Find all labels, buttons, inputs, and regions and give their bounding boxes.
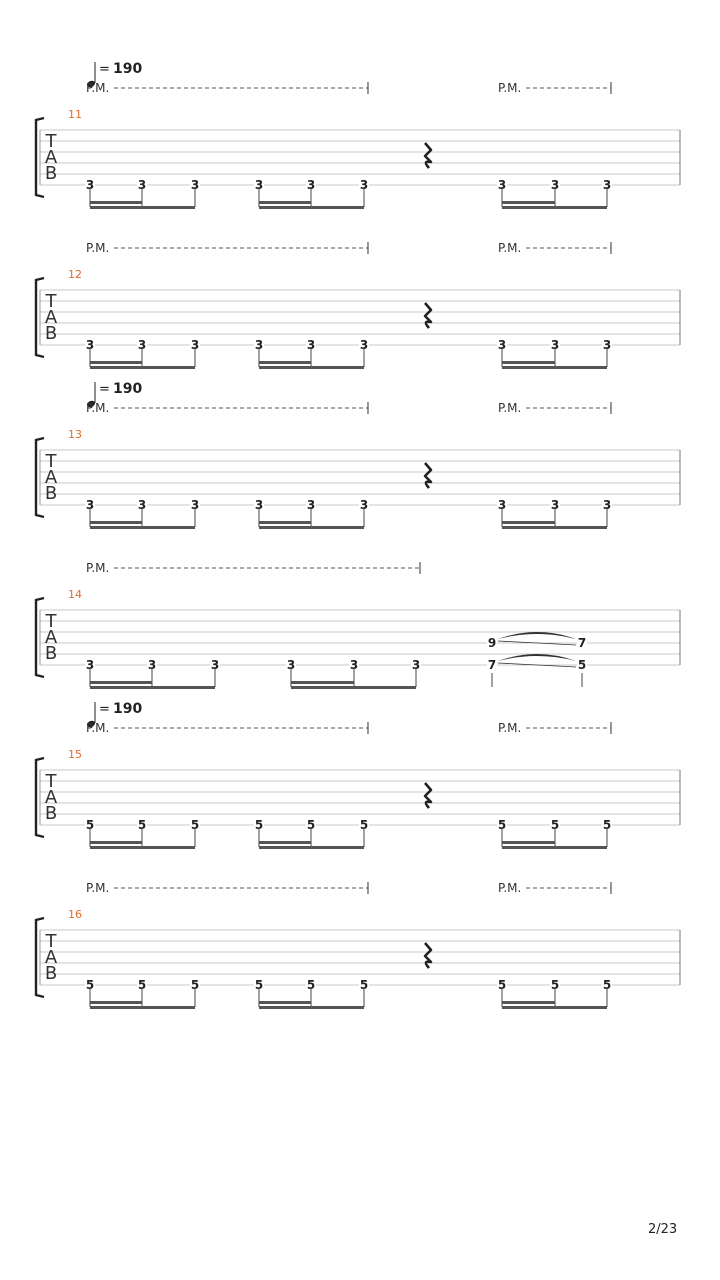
tempo-value: 190 [113, 381, 143, 397]
fret-number: 3 [306, 498, 316, 512]
beam-primary [502, 206, 607, 209]
fret-number: 5 [85, 978, 95, 992]
fret-number: 3 [411, 658, 421, 672]
fret-number: 3 [550, 338, 560, 352]
fret-number: 5 [254, 818, 264, 832]
beam-secondary [259, 521, 311, 524]
tempo-equals: = [99, 62, 110, 77]
palm-mute-label: P.M. [498, 81, 522, 95]
tab-clef-letter: T [45, 291, 57, 312]
fret-number: 5 [190, 818, 200, 832]
beam-primary [90, 206, 195, 209]
beam-primary [502, 526, 607, 529]
beam-secondary [90, 1001, 142, 1004]
fret-number: 3 [497, 178, 507, 192]
palm-mute-label: P.M. [498, 721, 522, 735]
tempo-value: 190 [113, 61, 143, 77]
tab-clef-letter: B [44, 323, 58, 344]
fret-number: 5 [254, 978, 264, 992]
quarter-rest-icon [425, 143, 431, 168]
beam-secondary [291, 681, 354, 684]
tab-clef-letter: T [45, 451, 57, 472]
tab-clef-letter: A [44, 307, 58, 328]
palm-mute-label: P.M. [86, 81, 110, 95]
fret-number: 3 [190, 178, 200, 192]
beam-primary [291, 686, 416, 689]
fret-number: 5 [577, 658, 587, 672]
measure-number: 14 [68, 588, 82, 601]
tab-clef-letter: B [44, 803, 58, 824]
measure-number: 16 [68, 908, 82, 921]
tempo-equals: = [99, 702, 110, 717]
fret-number: 5 [137, 978, 147, 992]
fret-number: 3 [306, 178, 316, 192]
tab-clef-letter: T [45, 771, 57, 792]
fret-number: 5 [497, 818, 507, 832]
beam-secondary [90, 681, 152, 684]
fret-number: 3 [85, 658, 95, 672]
beam-secondary [90, 521, 142, 524]
tab-clef-letter: A [44, 467, 58, 488]
beam-primary [502, 846, 607, 849]
system-11 [36, 61, 680, 209]
beam-primary [259, 366, 364, 369]
fret-number: 3 [190, 498, 200, 512]
system-15 [36, 701, 680, 849]
palm-mute-label: P.M. [498, 881, 522, 895]
slur-tie [498, 654, 576, 661]
fret-number: 3 [359, 178, 369, 192]
quarter-rest-icon [425, 463, 431, 488]
fret-number: 5 [359, 978, 369, 992]
tab-clef-letter: A [44, 947, 58, 968]
measure-number: 11 [68, 108, 82, 121]
beam-secondary [259, 841, 311, 844]
fret-number: 3 [359, 498, 369, 512]
fret-number: 3 [137, 178, 147, 192]
fret-number: 3 [85, 498, 95, 512]
fret-number: 7 [487, 658, 497, 672]
fret-number: 5 [550, 818, 560, 832]
fret-number: 3 [85, 338, 95, 352]
beam-secondary [502, 841, 555, 844]
measure-number: 15 [68, 748, 82, 761]
palm-mute-label: P.M. [86, 561, 110, 575]
beam-primary [90, 846, 195, 849]
beam-secondary [90, 361, 142, 364]
fret-number: 5 [359, 818, 369, 832]
beam-primary [90, 686, 215, 689]
fret-number: 5 [550, 978, 560, 992]
beam-primary [259, 1006, 364, 1009]
beam-secondary [502, 1001, 555, 1004]
fret-number: 3 [497, 338, 507, 352]
palm-mute-label: P.M. [498, 241, 522, 255]
measure-number: 13 [68, 428, 82, 441]
beam-secondary [502, 201, 555, 204]
fret-number: 3 [349, 658, 359, 672]
beam-primary [90, 1006, 195, 1009]
fret-number: 5 [190, 978, 200, 992]
tab-clef-letter: A [44, 787, 58, 808]
palm-mute-label: P.M. [86, 241, 110, 255]
fret-number: 3 [147, 658, 157, 672]
measure-number: 12 [68, 268, 82, 281]
fret-number: 3 [137, 338, 147, 352]
palm-mute-label: P.M. [86, 401, 110, 415]
tab-clef-letter: B [44, 963, 58, 984]
beam-secondary [259, 201, 311, 204]
palm-mute-label: P.M. [86, 881, 110, 895]
fret-number: 5 [497, 978, 507, 992]
fret-number: 3 [190, 338, 200, 352]
beam-secondary [502, 361, 555, 364]
fret-number: 5 [602, 978, 612, 992]
beam-primary [259, 846, 364, 849]
tab-clef-letter: B [44, 643, 58, 664]
beam-primary [90, 526, 195, 529]
tempo-value: 190 [113, 701, 143, 717]
fret-number: 3 [550, 498, 560, 512]
beam-primary [259, 526, 364, 529]
fret-number: 3 [602, 178, 612, 192]
fret-number: 7 [577, 636, 587, 650]
tab-clef-letter: T [45, 131, 57, 152]
fret-number: 5 [306, 818, 316, 832]
fret-number: 3 [210, 658, 220, 672]
fret-number: 3 [254, 338, 264, 352]
fret-number: 3 [254, 178, 264, 192]
quarter-rest-icon [425, 783, 431, 808]
fret-number: 3 [286, 658, 296, 672]
system-12 [36, 241, 680, 369]
tempo-equals: = [99, 382, 110, 397]
fret-number: 5 [602, 818, 612, 832]
beam-primary [502, 1006, 607, 1009]
palm-mute-label: P.M. [498, 401, 522, 415]
beam-secondary [90, 201, 142, 204]
fret-number: 3 [306, 338, 316, 352]
beam-primary [259, 206, 364, 209]
fret-number: 3 [550, 178, 560, 192]
fret-number: 3 [359, 338, 369, 352]
fret-number: 5 [85, 818, 95, 832]
tab-clef-letter: T [45, 611, 57, 632]
quarter-rest-icon [425, 943, 431, 968]
palm-mute-label: P.M. [86, 721, 110, 735]
fret-number: 3 [85, 178, 95, 192]
fret-number: 9 [487, 636, 497, 650]
beam-primary [502, 366, 607, 369]
fret-number: 3 [137, 498, 147, 512]
beam-secondary [90, 841, 142, 844]
fret-number: 3 [602, 498, 612, 512]
beam-primary [90, 366, 195, 369]
tab-clef-letter: A [44, 627, 58, 648]
beam-secondary [259, 1001, 311, 1004]
fret-number: 5 [137, 818, 147, 832]
tab-clef-letter: A [44, 147, 58, 168]
tab-clef-letter: T [45, 931, 57, 952]
slur-tie [498, 632, 576, 639]
fret-number: 3 [602, 338, 612, 352]
tab-clef-letter: B [44, 163, 58, 184]
fret-number: 3 [254, 498, 264, 512]
beam-secondary [259, 361, 311, 364]
page-number: 2/23 [648, 1222, 678, 1237]
beam-secondary [502, 521, 555, 524]
tab-clef-letter: B [44, 483, 58, 504]
system-14 [36, 561, 680, 689]
system-16 [36, 881, 680, 1009]
fret-number: 5 [306, 978, 316, 992]
system-13 [36, 381, 680, 529]
fret-number: 3 [497, 498, 507, 512]
quarter-rest-icon [425, 303, 431, 328]
